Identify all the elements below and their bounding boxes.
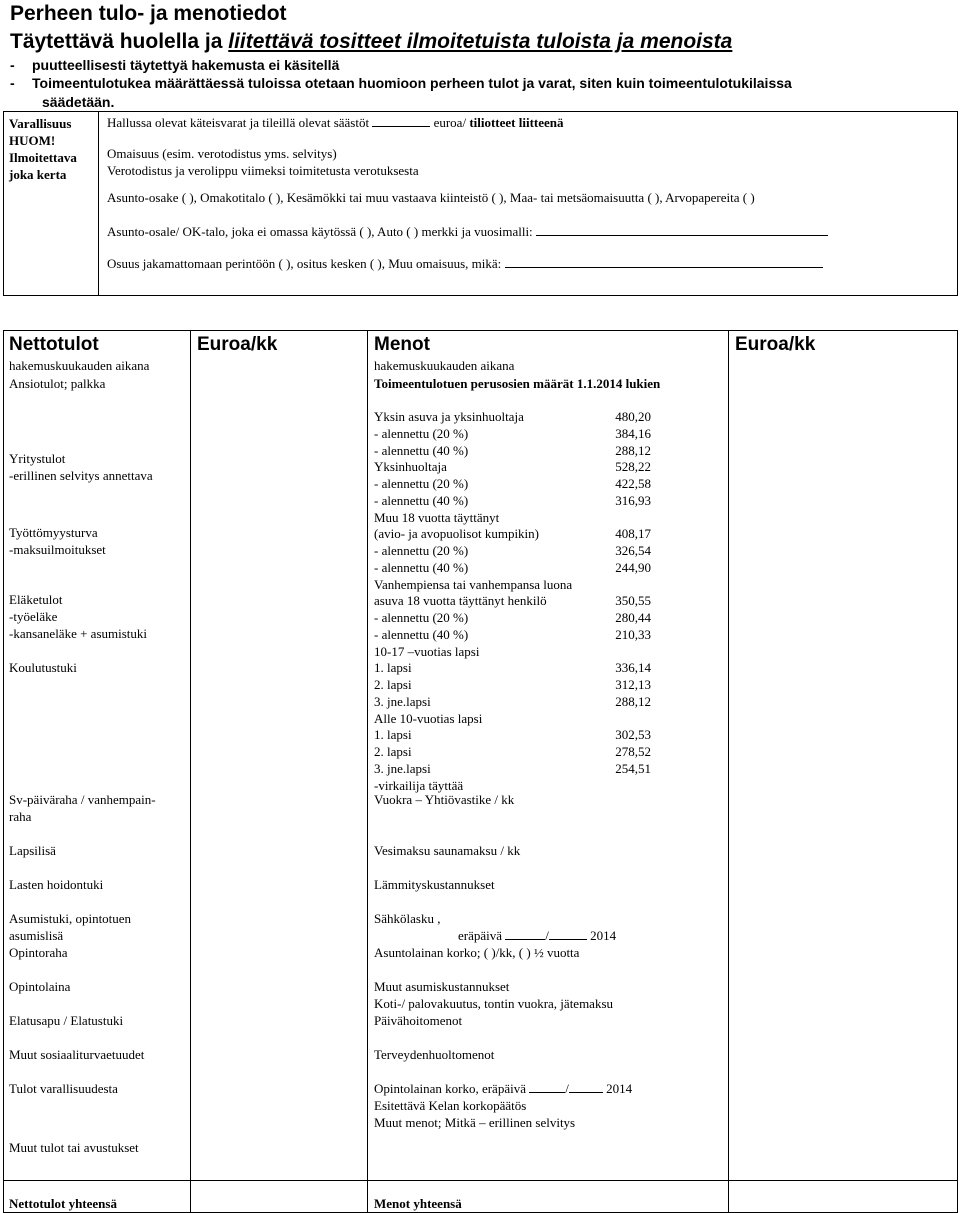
assets-divider — [98, 111, 99, 296]
cash-attachment-note: tiliotteet liitteenä — [469, 115, 564, 130]
cash-unit: euroa/ — [433, 115, 467, 130]
basic-amount-row — [374, 443, 651, 460]
car-model-field[interactable] — [536, 225, 828, 236]
income-item: Sv-päiväraha / vanhempain- — [9, 792, 156, 807]
car-text: Asunto-osale/ OK-talo, joka ei omassa käytössä ( ), Auto ( ) merkki ja vuosimalli: — [107, 224, 533, 239]
cash-text: Hallussa olevat käteisvarat ja tileillä olevat säästöt — [107, 115, 370, 130]
expense-loan-interest: Asuntolainan korko; ( )/kk, ( ) ½ vuotta — [374, 945, 580, 960]
basic-amount-value: 350,55 — [615, 593, 651, 609]
basic-amount-label: Muu 18 vuotta täyttänyt — [374, 509, 500, 525]
expense-daycare: Päivähoitomenot — [374, 1013, 463, 1028]
basic-amount-value: 422,58 — [615, 476, 651, 491]
bullet-item — [10, 57, 339, 73]
basic-amount-value: 312,13 — [615, 677, 651, 692]
col-divider-3 — [728, 330, 729, 1213]
income-item: -maksuilmoitukset — [9, 542, 106, 557]
expense-other-housing: Muut asumiskustannukset — [374, 979, 510, 994]
basic-amount-label: 3. jne.lapsi — [374, 693, 431, 709]
basic-amount-label: - alennettu (40 %) — [374, 626, 469, 642]
basic-amounts-list — [374, 409, 651, 794]
income-item: Elatusapu / Elatustuki — [9, 1013, 124, 1028]
cash-amount-field[interactable] — [372, 116, 430, 127]
basic-amount-label: 1. lapsi — [374, 660, 412, 676]
income-item: Yritystulot — [9, 451, 66, 466]
basic-amount-row — [374, 744, 651, 761]
basic-amount-row — [374, 627, 651, 644]
expense-water: Vesimaksu saunamaksu / kk — [374, 843, 521, 858]
expenses-total-label: Menot yhteensä — [374, 1196, 462, 1211]
basic-amount-row — [374, 426, 651, 443]
basic-amount-row — [374, 761, 651, 778]
due-day-field[interactable] — [505, 929, 545, 940]
study-year: 2014 — [606, 1081, 633, 1096]
label-ilmoitettava: Ilmoitettava — [9, 150, 77, 165]
study-day-field[interactable] — [529, 1082, 565, 1093]
assets-taxcert-line: Verotodistus ja verolippu viimeksi toimitetusta verotuksesta — [107, 163, 419, 178]
bullet-dash: - — [10, 57, 15, 73]
bullet-dash: - — [10, 75, 15, 91]
income-title: Nettotulot — [9, 334, 99, 355]
basic-amount-value: 280,44 — [615, 610, 651, 625]
date-separator: / — [545, 928, 549, 943]
basic-amount-value: 316,93 — [615, 492, 651, 508]
basic-amount-value: 254,51 — [615, 760, 651, 776]
income-item: Opintoraha — [9, 945, 68, 960]
income-item: Lapsilisä — [9, 843, 56, 858]
bullet-item — [10, 75, 792, 91]
basic-amount-row — [374, 610, 651, 627]
basic-amount-label: asuva 18 vuotta täyttänyt henkilö — [374, 593, 547, 609]
subtitle-underlined: liitettävä tositteet ilmoitetuista tuloista ja menoista — [228, 30, 733, 53]
income-unit: Euroa/kk — [197, 334, 278, 355]
totals-divider — [3, 1180, 958, 1181]
basic-amount-value: 336,14 — [615, 660, 651, 676]
basic-amount-label: - alennettu (20 %) — [374, 543, 469, 558]
label-varallisuus: Varallisuus — [9, 116, 72, 131]
basic-amount-row — [374, 510, 651, 527]
income-item: Opintolaina — [9, 979, 71, 994]
basic-amount-row — [374, 593, 651, 610]
income-item: Lasten hoidontuki — [9, 877, 104, 892]
income-item: Asumistuki, opintotuen — [9, 911, 132, 926]
basic-amount-label: 3. jne.lapsi — [374, 760, 431, 776]
expenses-title: Menot — [374, 334, 430, 355]
income-item: Koulutustuki — [9, 660, 77, 675]
page-subtitle — [10, 30, 732, 54]
basic-amount-row — [374, 476, 651, 493]
electricity-due-date — [458, 928, 616, 944]
col-divider-1 — [190, 330, 191, 1213]
basic-amount-value: 384,16 — [615, 425, 651, 441]
basic-amount-row — [374, 493, 651, 510]
basic-amount-label: 2. lapsi — [374, 744, 412, 759]
basic-amount-row — [374, 644, 651, 661]
basic-amount-row — [374, 459, 651, 476]
basic-amount-label: -virkailija täyttää — [374, 777, 464, 793]
basic-amount-row — [374, 677, 651, 694]
basic-amount-label: - alennettu (20 %) — [374, 476, 469, 491]
basic-amount-label: - alennettu (40 %) — [374, 559, 469, 575]
income-item: Muut sosiaaliturvaetuudet — [9, 1047, 145, 1062]
study-month-field[interactable] — [569, 1082, 603, 1093]
basic-amount-row — [374, 543, 651, 560]
income-item: Tulot varallisuudesta — [9, 1081, 118, 1096]
expense-health: Terveydenhuoltomenot — [374, 1047, 495, 1062]
bullet-text: puutteellisesti täytettyä hakemusta ei käsitellä — [32, 57, 340, 73]
subtitle-prefix: Täytettävä huolella ja — [10, 30, 229, 53]
basic-amount-label: Vanhempiensa tai vanhempansa luona — [374, 576, 573, 592]
basic-amount-row — [374, 409, 651, 426]
basic-amount-label: Alle 10-vuotias lapsi — [374, 710, 483, 726]
income-item: Eläketulot — [9, 592, 63, 607]
basic-amount-label: 2. lapsi — [374, 677, 412, 692]
income-total-label: Nettotulot yhteensä — [9, 1196, 117, 1211]
expense-other: Muut menot; Mitkä – erillinen selvitys — [374, 1115, 576, 1130]
basic-amount-row — [374, 526, 651, 543]
col-divider-2 — [367, 330, 368, 1213]
basic-amount-value: 302,53 — [615, 727, 651, 743]
label-joka-kerta: joka kerta — [9, 167, 67, 182]
basic-amount-value: 288,12 — [615, 693, 651, 709]
basic-amount-value: 528,22 — [615, 459, 651, 475]
income-item: -työeläke — [9, 609, 58, 624]
other-property-field[interactable] — [505, 257, 823, 268]
basic-amount-row — [374, 727, 651, 744]
assets-property-line: Omaisuus (esim. verotodistus yms. selvitys) — [107, 146, 337, 161]
expense-rent: Vuokra – Yhtiövastike / kk — [374, 792, 515, 807]
page-title: Perheen tulo- ja menotiedot — [10, 2, 287, 25]
income-item: Muut tulot tai avustukset — [9, 1140, 139, 1155]
assets-inheritance-line — [107, 256, 823, 272]
basic-amount-value: 244,90 — [615, 559, 651, 575]
basic-amount-value: 210,33 — [615, 626, 651, 642]
basic-amount-label: - alennettu (40 %) — [374, 492, 469, 508]
study-interest-label: Opintolainan korko, eräpäivä — [374, 1081, 526, 1096]
expense-electricity: Sähkölasku , — [374, 911, 441, 926]
basic-amount-label: - alennettu (20 %) — [374, 425, 469, 441]
basic-amount-label: 10-17 –vuotias lapsi — [374, 643, 480, 659]
basic-amount-value: 288,12 — [615, 442, 651, 458]
label-huom: HUOM! — [9, 133, 56, 148]
expense-insurance: Koti-/ palovakuutus, tontin vuokra, jätemaksu — [374, 996, 614, 1011]
basic-amount-label: (avio- ja avopuolisot kumpikin) — [374, 526, 540, 542]
income-item: Työttömyysturva — [9, 525, 98, 540]
expenses-subtitle: hakemuskuukauden aikana — [374, 358, 515, 373]
basic-amount-row — [374, 577, 651, 594]
basic-amounts-title: Toimeentulotuen perusosien määrät 1.1.2014 lukien — [374, 376, 661, 391]
expenses-unit: Euroa/kk — [735, 334, 816, 355]
basic-amount-value: 326,54 — [615, 543, 651, 558]
bullet-text: Toimeentulotukea määrättäessä tuloissa otetaan huomioon perheen tulot ja varat, siten kuin toimeentulotukilaissa — [32, 75, 792, 91]
income-item: -erillinen selvitys annettava — [9, 468, 153, 483]
basic-amount-label: Yksinhuoltaja — [374, 459, 447, 475]
basic-amount-label: - alennettu (20 %) — [374, 610, 469, 625]
expense-heating: Lämmityskustannukset — [374, 877, 495, 892]
expense-kela-interest: Esitettävä Kelan korkopäätös — [374, 1098, 527, 1113]
basic-amount-label: - alennettu (40 %) — [374, 442, 469, 458]
due-date-label: eräpäivä — [458, 928, 503, 943]
basic-amount-value: 278,52 — [615, 744, 651, 759]
assets-car-line — [107, 224, 828, 240]
assets-left-labels — [9, 115, 77, 183]
inheritance-text: Osuus jakamattomaan perintöön ( ), ositus kesken ( ), Muu omaisuus, mikä: — [107, 256, 502, 271]
basic-amount-row — [374, 694, 651, 711]
bullet-continuation: säädetään. — [42, 94, 115, 110]
basic-amount-row — [374, 560, 651, 577]
income-item: Ansiotulot; palkka — [9, 376, 106, 391]
income-item: -kansaneläke + asumistuki — [9, 626, 148, 641]
expense-study-interest — [374, 1081, 632, 1097]
basic-amount-value: 408,17 — [615, 526, 651, 542]
date-separator: / — [565, 1081, 569, 1096]
income-subtitle: hakemuskuukauden aikana — [9, 358, 150, 373]
basic-amount-value: 480,20 — [615, 409, 651, 424]
basic-amount-label: Yksin asuva ja yksinhuoltaja — [374, 409, 524, 424]
due-month-field[interactable] — [549, 929, 587, 940]
income-item: raha — [9, 809, 32, 824]
due-year: 2014 — [590, 928, 617, 943]
assets-realestate-line: Asunto-osake ( ), Omakotitalo ( ), Kesämökki tai muu vastaava kiinteistö ( ), Maa- tai metsäomaisuutta ( ), Arvopapereita ( ) — [107, 190, 755, 205]
income-item: asumislisä — [9, 928, 64, 943]
basic-amount-row — [374, 711, 651, 728]
assets-cash-line — [107, 115, 564, 131]
basic-amount-row — [374, 660, 651, 677]
basic-amount-label: 1. lapsi — [374, 727, 412, 743]
